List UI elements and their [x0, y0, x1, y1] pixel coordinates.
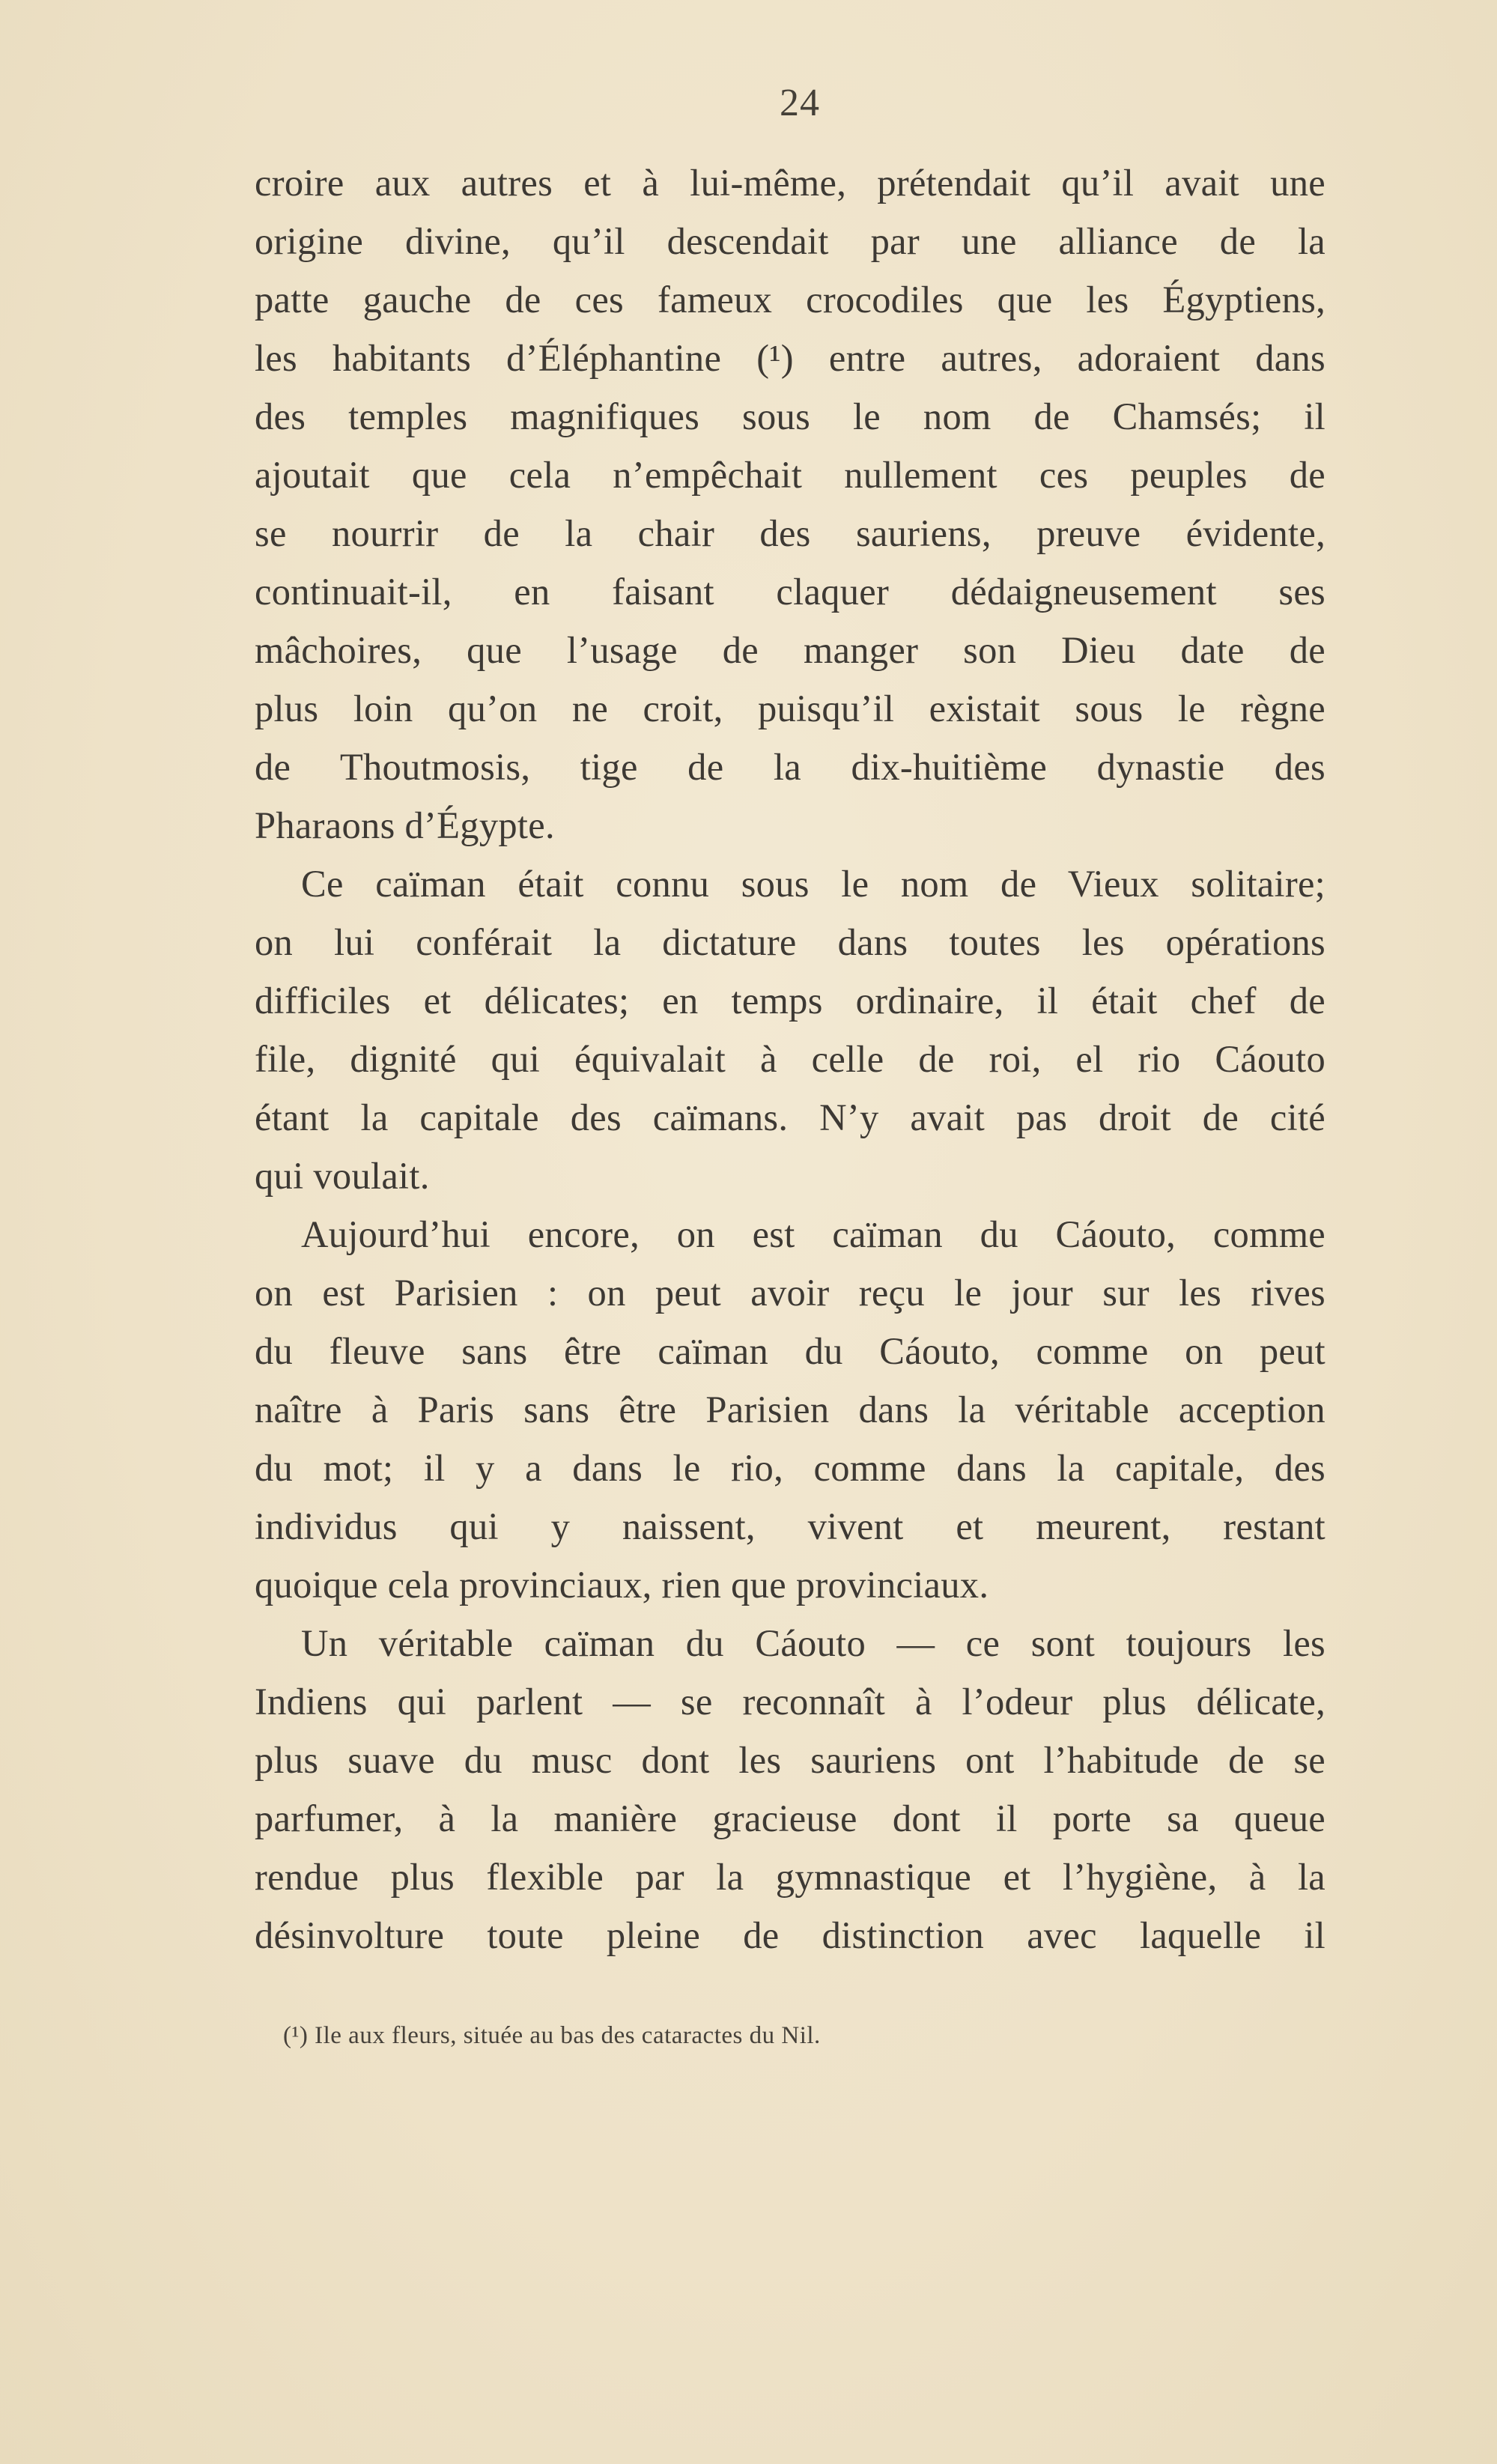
- text-line: les habitants d’Éléphantine (¹) entre autres, adoraient dans: [255, 337, 1326, 379]
- body-text: [255, 154, 1326, 1964]
- text-line: file, dignité qui équivalait à celle de roi, el rio Cáouto: [255, 1038, 1326, 1080]
- text-line: étant la capitale des caïmans. N’y avait pas droit de cité: [255, 1096, 1326, 1138]
- text-line: patte gauche de ces fameux crocodiles que les Égyptiens,: [255, 279, 1326, 321]
- text-line: individus qui y naissent, vivent et meurent, restant: [255, 1505, 1326, 1547]
- text-line: parfumer, à la manière gracieuse dont il porte sa queue: [255, 1797, 1326, 1839]
- text-line: Ce caïman était connu sous le nom de Vieux solitaire;: [301, 863, 1326, 905]
- text-line: quoique cela provinciaux, rien que provinciaux.: [255, 1564, 989, 1606]
- text-line: on est Parisien : on peut avoir reçu le jour sur les rives: [255, 1272, 1326, 1314]
- text-line: des temples magnifiques sous le nom de Chamsés; il: [255, 395, 1326, 437]
- text-line: rendue plus flexible par la gymnastique et l’hygiène, à la: [255, 1856, 1326, 1898]
- text-line: plus suave du musc dont les sauriens ont l’habitude de se: [255, 1739, 1326, 1781]
- text-line: de Thoutmosis, tige de la dix-huitième dynastie des: [255, 746, 1326, 788]
- paragraph: [255, 1205, 1326, 1614]
- text-line: on lui conférait la dictature dans toutes les opérations: [255, 921, 1326, 963]
- text-line: Pharaons d’Égypte.: [255, 804, 555, 846]
- text-line: ajoutait que cela n’empêchait nullement ces peuples de: [255, 454, 1326, 496]
- text-line: du fleuve sans être caïman du Cáouto, comme on peut: [255, 1330, 1326, 1372]
- text-line: Un véritable caïman du Cáouto — ce sont toujours les: [301, 1622, 1326, 1664]
- text-line: plus loin qu’on ne croit, puisqu’il existait sous le règne: [255, 688, 1326, 729]
- page-number: 24: [780, 82, 820, 124]
- text-line: Indiens qui parlent — se reconnaît à l’odeur plus délicate,: [255, 1681, 1326, 1723]
- paragraph: [255, 855, 1326, 1205]
- text-line: se nourrir de la chair des sauriens, preuve évidente,: [255, 512, 1326, 554]
- paragraph: [255, 154, 1326, 855]
- text-line: difficiles et délicates; en temps ordinaire, il était chef de: [255, 980, 1326, 1022]
- text-line: qui voulait.: [255, 1155, 430, 1197]
- text-line: continuait-il, en faisant claquer dédaigneusement ses: [255, 571, 1326, 613]
- text-line: naître à Paris sans être Parisien dans la véritable acception: [255, 1389, 1326, 1430]
- text-line: désinvolture toute pleine de distinction avec laquelle il: [255, 1914, 1326, 1956]
- footnote: (¹) Ile aux fleurs, située au bas des cataractes du Nil.: [283, 2022, 821, 2049]
- paragraph: [255, 1614, 1326, 1964]
- text-line: Aujourd’hui encore, on est caïman du Cáouto, comme: [301, 1213, 1326, 1255]
- text-line: origine divine, qu’il descendait par une alliance de la: [255, 220, 1326, 262]
- text-line: croire aux autres et à lui-même, prétendait qu’il avait une: [255, 162, 1326, 204]
- text-line: mâchoires, que l’usage de manger son Dieu date de: [255, 629, 1326, 671]
- text-line: du mot; il y a dans le rio, comme dans la capitale, des: [255, 1447, 1326, 1489]
